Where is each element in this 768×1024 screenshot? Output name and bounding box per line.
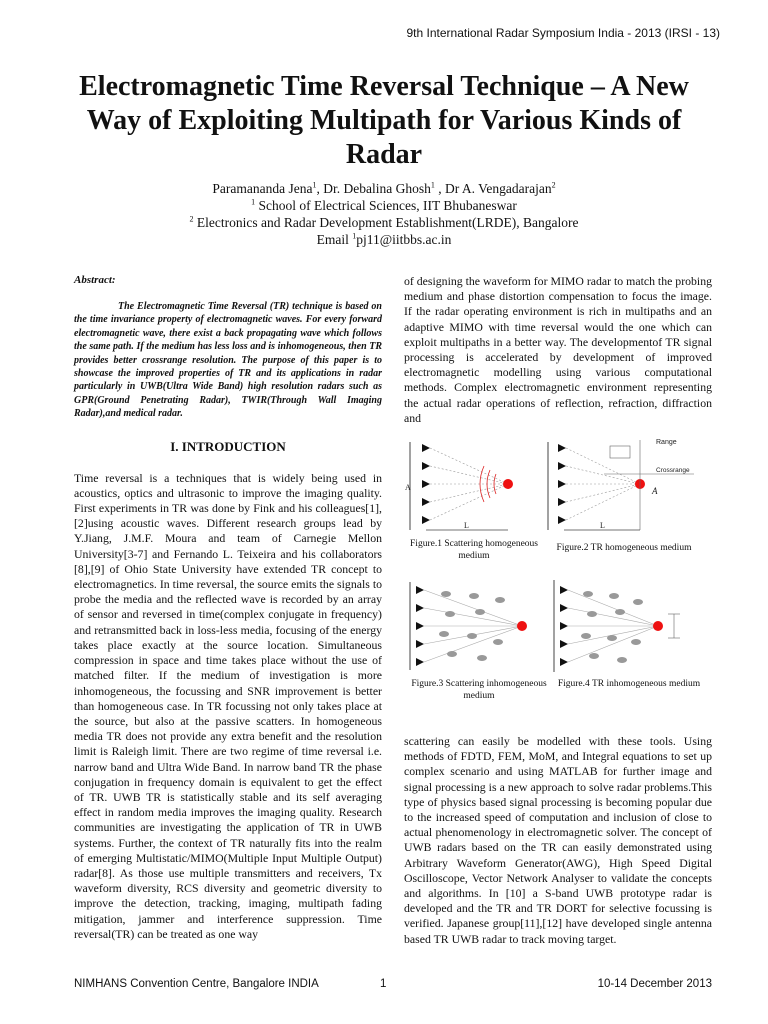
figure-2-label-l: L (600, 521, 605, 531)
figure-grid (404, 436, 712, 726)
footer-venue: NIMHANS Convention Centre, Bangalore INDIA (74, 978, 319, 990)
paper-title: Electromagnetic Time Reversal Technique – A New Way of Exploiting Multipath for Various Kinds of Radar (79, 71, 689, 170)
right-paragraph-2: scattering can easily be modelled with these tools. Using methods of FDTD, FEM, MoM, and Integral equations to set up complex scenario and using MATLAB for further image and signal processing is a new approach to solve radar problems.This type of physics based signal processing is becoming popular due to the increased speed of computation and inclusion of close to actual phenomenology in electromagnetic solver. The concept of UWB radars based on the TR can easily demonstrated using Arbitrary Waveform Generator(AWG), High Speed Digital Oscilloscope, Vector Network Analyser to validate the concepts and algorithms. In [10] a S-band UWB prototype radar is developed and the TR and TR DORT for selective focussing is verified. Japanese group[11],[12] have developed single antenna based TR UWB radar to track moving target. (404, 734, 712, 946)
right-column (404, 274, 712, 947)
right-paragraph-1: of designing the waveform for MIMO radar to match the probing medium and phase distortion compensation to focus the image. If the radar operating environment is rich in multipaths and an adaptive MIMO with time reversal would the one which can exploit multipaths in a better way. The developmentof TR signal processing is accelerated by development of improved electromagnetic modelling using various computational methods. Complex electromagnetic environment representing the actual radar operations of reflection, refraction, diffraction and (404, 274, 712, 425)
figure-2-label-crossrange: Crossrange (656, 467, 690, 475)
figure-3-diagram (404, 578, 544, 674)
abstract-text: The Electromagnetic Time Reversal (TR) technique is based on the time invariance property of electromagnetic waves. For every forward electromagnetic wave, there exist a back propagating wave which follows the same path. If the medium has less loss and is inhomogeneous, then TR provides better crossrange resolution. The purpose of this paper is to showcase the improved properties of TR and its applications in radar particularly in UWB(Ultra Wide Band) high resolution radars such as GPR(Ground Penetrating Radar), TWIR(Through Wall Imaging Radar),and medical radar. (74, 301, 382, 420)
abstract-label: Abstract: (74, 274, 116, 286)
figure-3-caption: Figure.3 Scattering inhomogeneous medium (411, 679, 547, 702)
left-column (74, 274, 382, 942)
section-heading-introduction: I. INTRODUCTION (170, 438, 286, 454)
figure-1-diagram (404, 438, 544, 534)
affiliation-1: $^1$ School of Electrical Sciences, IIT Bhubaneswar (251, 197, 517, 213)
running-header: 9th International Radar Symposium India - 2013 (IRSI - 13) (406, 26, 720, 40)
author-email: Email $^1$pj11@iitbbs.ac.in (316, 231, 452, 247)
figure-4-diagram (550, 576, 706, 676)
figure-2-diagram (544, 436, 712, 534)
figure-2-label-a: A (652, 486, 658, 497)
figure-1-label-a: A (405, 483, 411, 493)
footer-page-number: 1 (380, 978, 387, 990)
figure-1-label-l: L (464, 521, 469, 531)
footer-dates: 10-14 December 2013 (597, 978, 712, 990)
author-names: Paramananda Jena$^1$, Dr. Debalina Ghosh$^1$ , Dr A. Vengadarajan$^2$ (212, 180, 556, 196)
figure-2-label-range: Range (656, 439, 677, 447)
figure-1-caption: Figure.1 Scattering homogeneous medium (410, 539, 538, 562)
figure-4-caption: Figure.4 TR inhomogeneous medium (557, 679, 701, 690)
author-block (100, 180, 668, 248)
affiliation-2: $^2$ Electronics and Radar Development Establishment(LRDE), Bangalore (189, 214, 579, 230)
figure-2-caption: Figure.2 TR homogeneous medium (556, 543, 692, 554)
introduction-text: Time reversal is a techniques that is widely being used in acoustics, optics and ultrasonic to improve the imaging quality. First experiments in TR was done by Fink and his colleagues[1],[2]using acoustic waves. Different research groups lead by Y.Jiang, J.M.F. Moura and team of Carnegie Mellon University[3-7] and Fernando L. Teixeira and his collaborators [8],[9] of Ohio State University have extended TR concept to electromagnetics. In time reversal, the source emits the signals to probe the media and the reflected wave is recorded by an array of sensor and reversed in time(complex conjugate in frequency) and retransmitted back in loss-less media, focusing of the energy takes place exactly at the source location. Simultaneous compression in space and time takes place without the use of matched filter. If the medium of investigation is more inhomogeneous, the focussing and SNR improvement is better than homogeneous case. In TR focussing not only takes place at the source, but also at the passive scatters. In homogeneous media TR does not provide any extra benefit and the resolution limit is Raleigh limit. There are two regime of time reversal i.e. narrow band and Ultra Wide Band. In narrow band TR the phase conjugation in frequency domain is equivalent to get the effect of TR. UWB TR is statistically stable and its self averaging effect in random media improves the imaging quality. Research communities are investigating the application of TR in UWB systems. Further, the context of TR naturally fits into the realm of emerging Multistatic/MIMO(Multiple Input Multiple Output) radar[8]. As those use multiple transmitters and receivers, Tx waveform diversity, RCS diversity and geometric diversity to improve the detection, tracking, imaging, multipath fading mitigation, jammer and interference suppression. Time reversal(TR) can be treated as one way (74, 470, 382, 941)
